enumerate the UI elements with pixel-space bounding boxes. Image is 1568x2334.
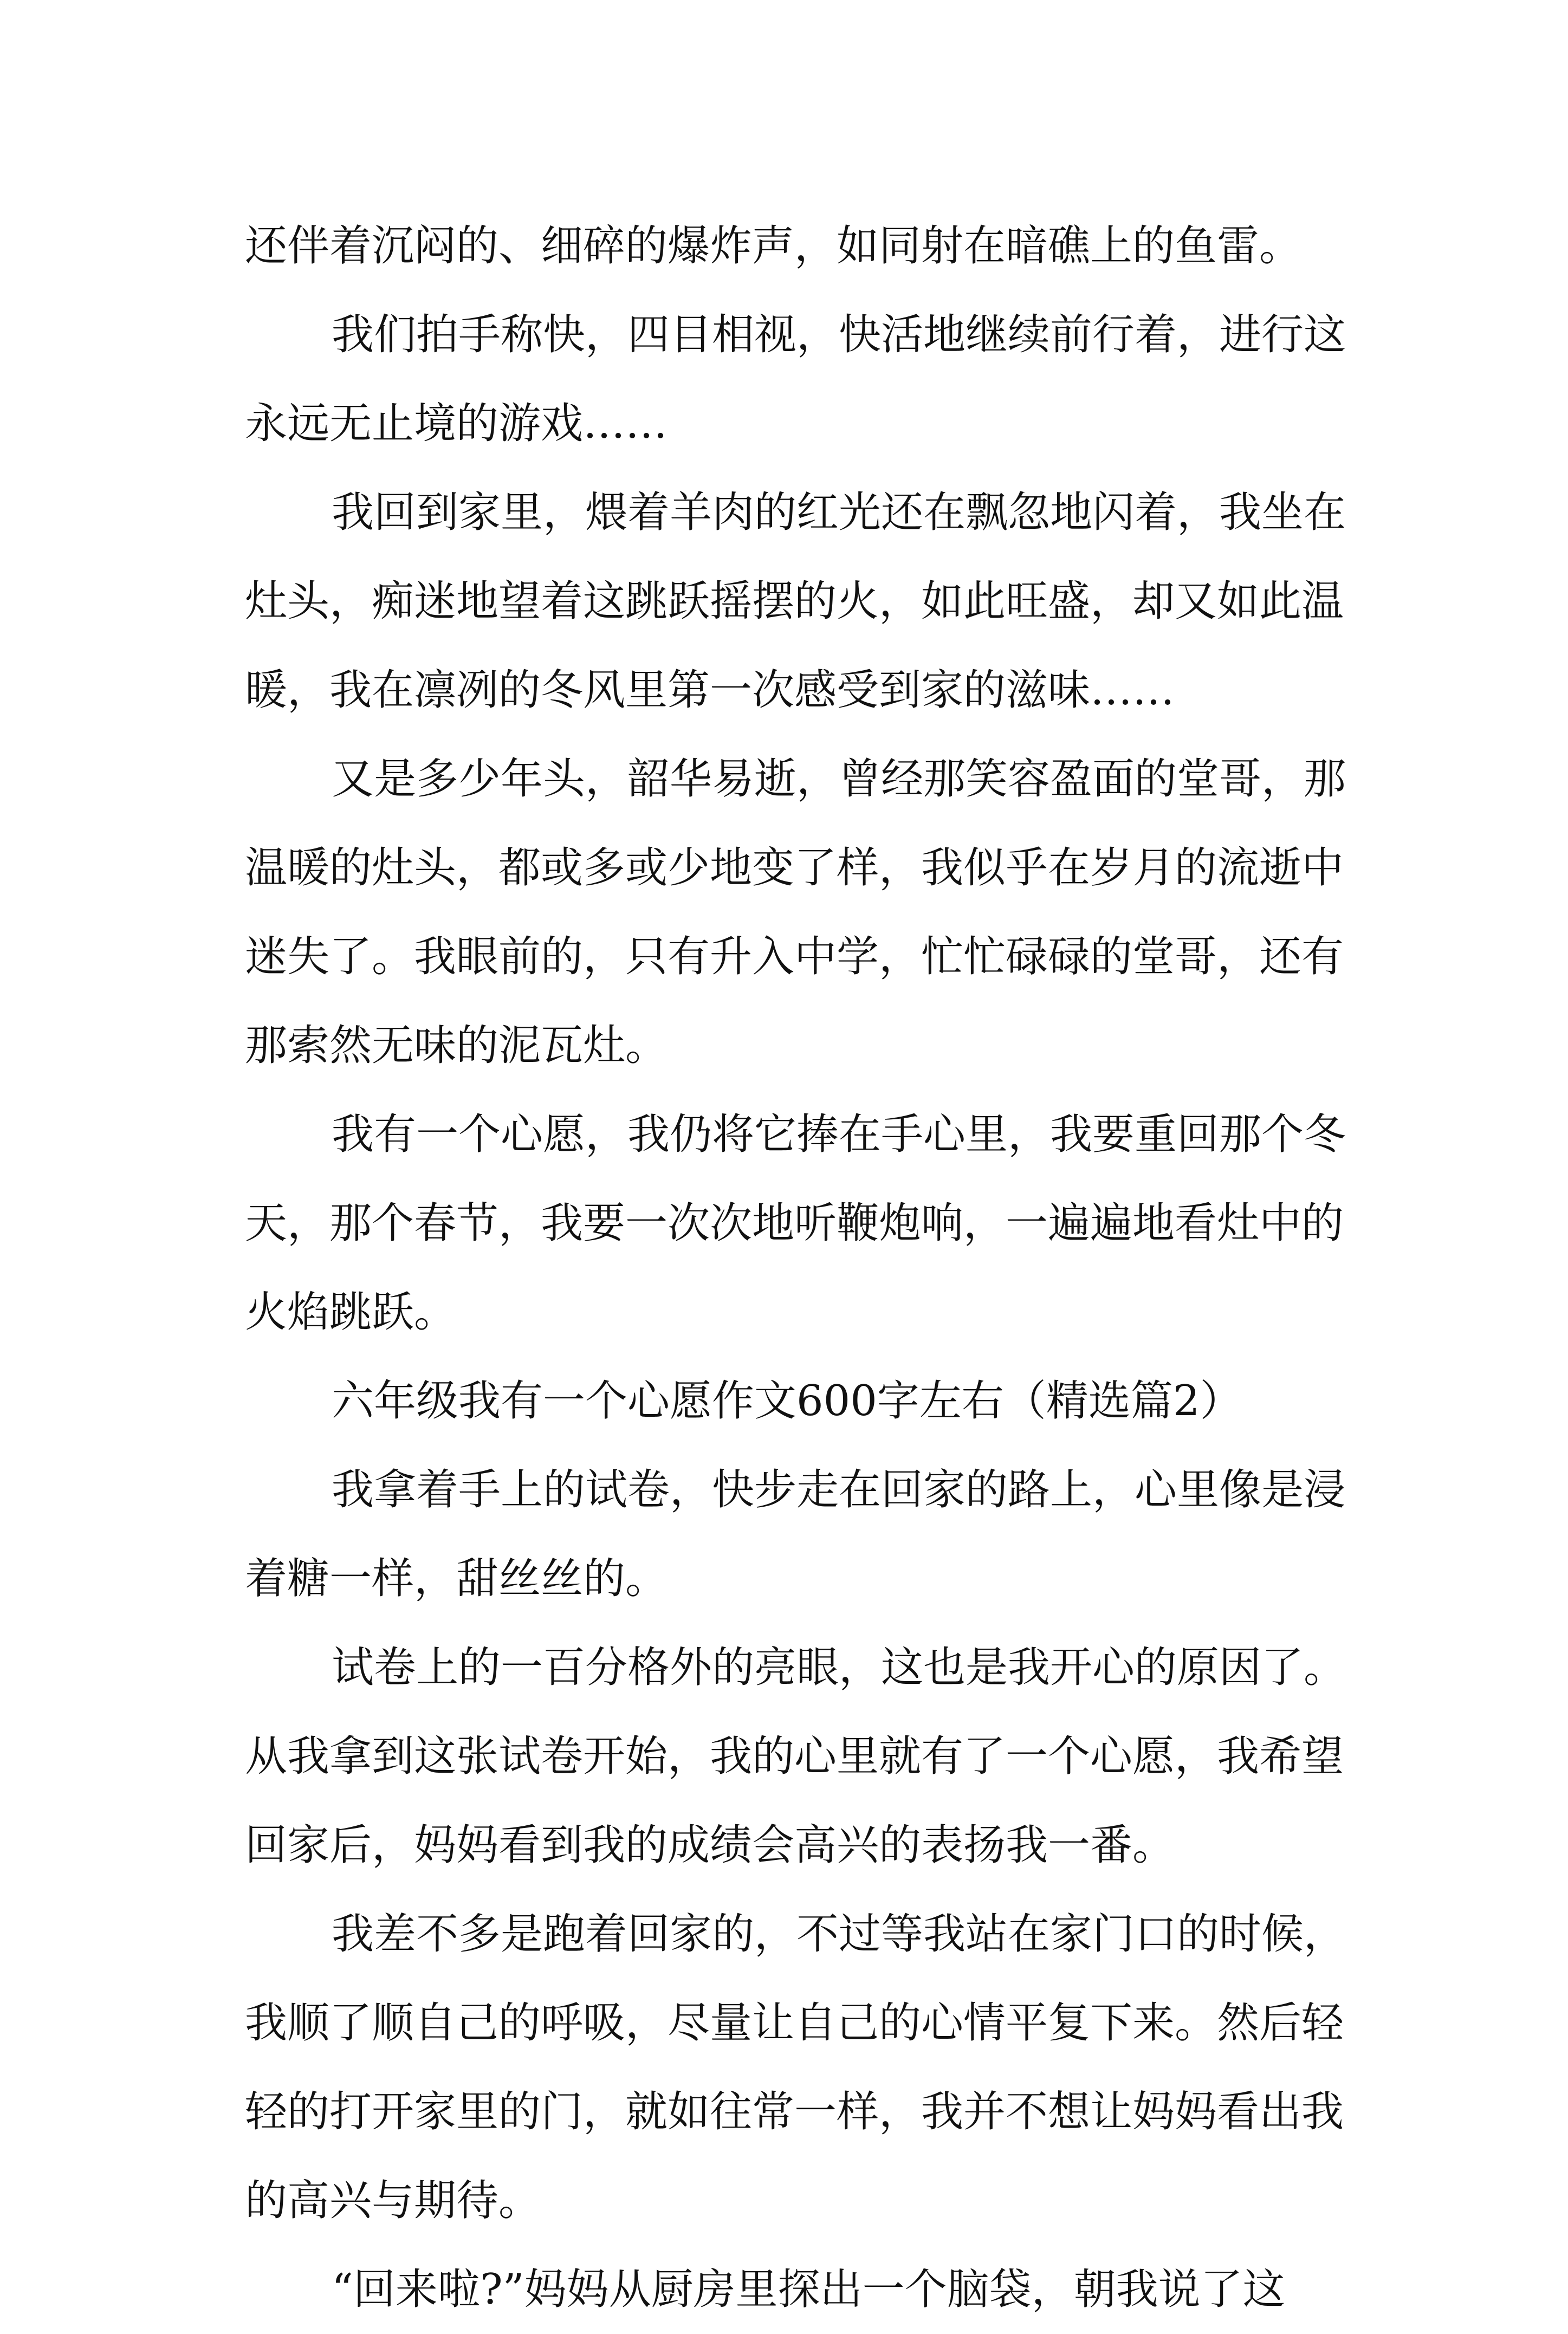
text-line: 暖，我在凛冽的冬风里第一次感受到家的滋味……	[245, 666, 1175, 715]
text-line: 我顺了顺自己的呼吸，尽量让自己的心情平复下来。然后轻	[245, 1999, 1344, 2047]
section-heading: 六年级我有一个心愿作文600字左右（精选篇2）	[332, 1377, 1242, 1425]
text-line: 温暖的灶头，都或多或少地变了样，我似乎在岁月的流逝中	[245, 844, 1344, 892]
text-line: 的高兴与期待。	[245, 2176, 541, 2225]
paragraph-start-line: “回来啦?”妈妈从厨房里探出一个脑袋，朝我说了这	[332, 2265, 1285, 2314]
text-line: 灶头，痴迷地望着这跳跃摇摆的火，如此旺盛，却又如此温	[245, 577, 1344, 626]
paragraph-start-line: 又是多少年头，韶华易逝，曾经那笑容盈面的堂哥，那	[332, 755, 1346, 803]
paragraph-start-line: 我们拍手称快，四目相视，快活地继续前行着，进行这	[332, 310, 1346, 359]
document-body	[245, 202, 1346, 2334]
paragraph-start-line: 我拿着手上的试卷，快步走在回家的路上，心里像是浸	[332, 1466, 1346, 1514]
text-line: 轻的打开家里的门，就如往常一样，我并不想让妈妈看出我	[245, 2087, 1344, 2136]
paragraph-start-line: 我差不多是跑着回家的，不过等我站在家门口的时候，	[332, 1910, 1346, 1959]
text-line: 还伴着沉闷的、细碎的爆炸声，如同射在暗礁上的鱼雷。	[245, 222, 1302, 270]
text-line: 天，那个春节，我要一次次地听鞭炮响，一遍遍地看灶中的	[245, 1199, 1344, 1248]
text-line: 永远无止境的游戏……	[245, 399, 668, 448]
text-line: 着糖一样，甜丝丝的。	[245, 1554, 668, 1603]
text-line: 回家后，妈妈看到我的成绩会高兴的表扬我一番。	[245, 1821, 1175, 1870]
paragraph-start-line: 我有一个心愿，我仍将它捧在手心里，我要重回那个冬	[332, 1110, 1346, 1159]
text-line: 迷失了。我眼前的，只有升入中学，忙忙碌碌的堂哥，还有	[245, 932, 1344, 981]
text-line: 那索然无味的泥瓦灶。	[245, 1021, 668, 1070]
text-line: 火焰跳跃。	[245, 1288, 457, 1337]
paragraph-start-line: 试卷上的一百分格外的亮眼，这也是我开心的原因了。	[332, 1643, 1346, 1692]
text-line: 从我拿到这张试卷开始，我的心里就有了一个心愿，我希望	[245, 1732, 1344, 1781]
paragraph-start-line: 我回到家里，煨着羊肉的红光还在飘忽地闪着，我坐在	[332, 488, 1346, 537]
